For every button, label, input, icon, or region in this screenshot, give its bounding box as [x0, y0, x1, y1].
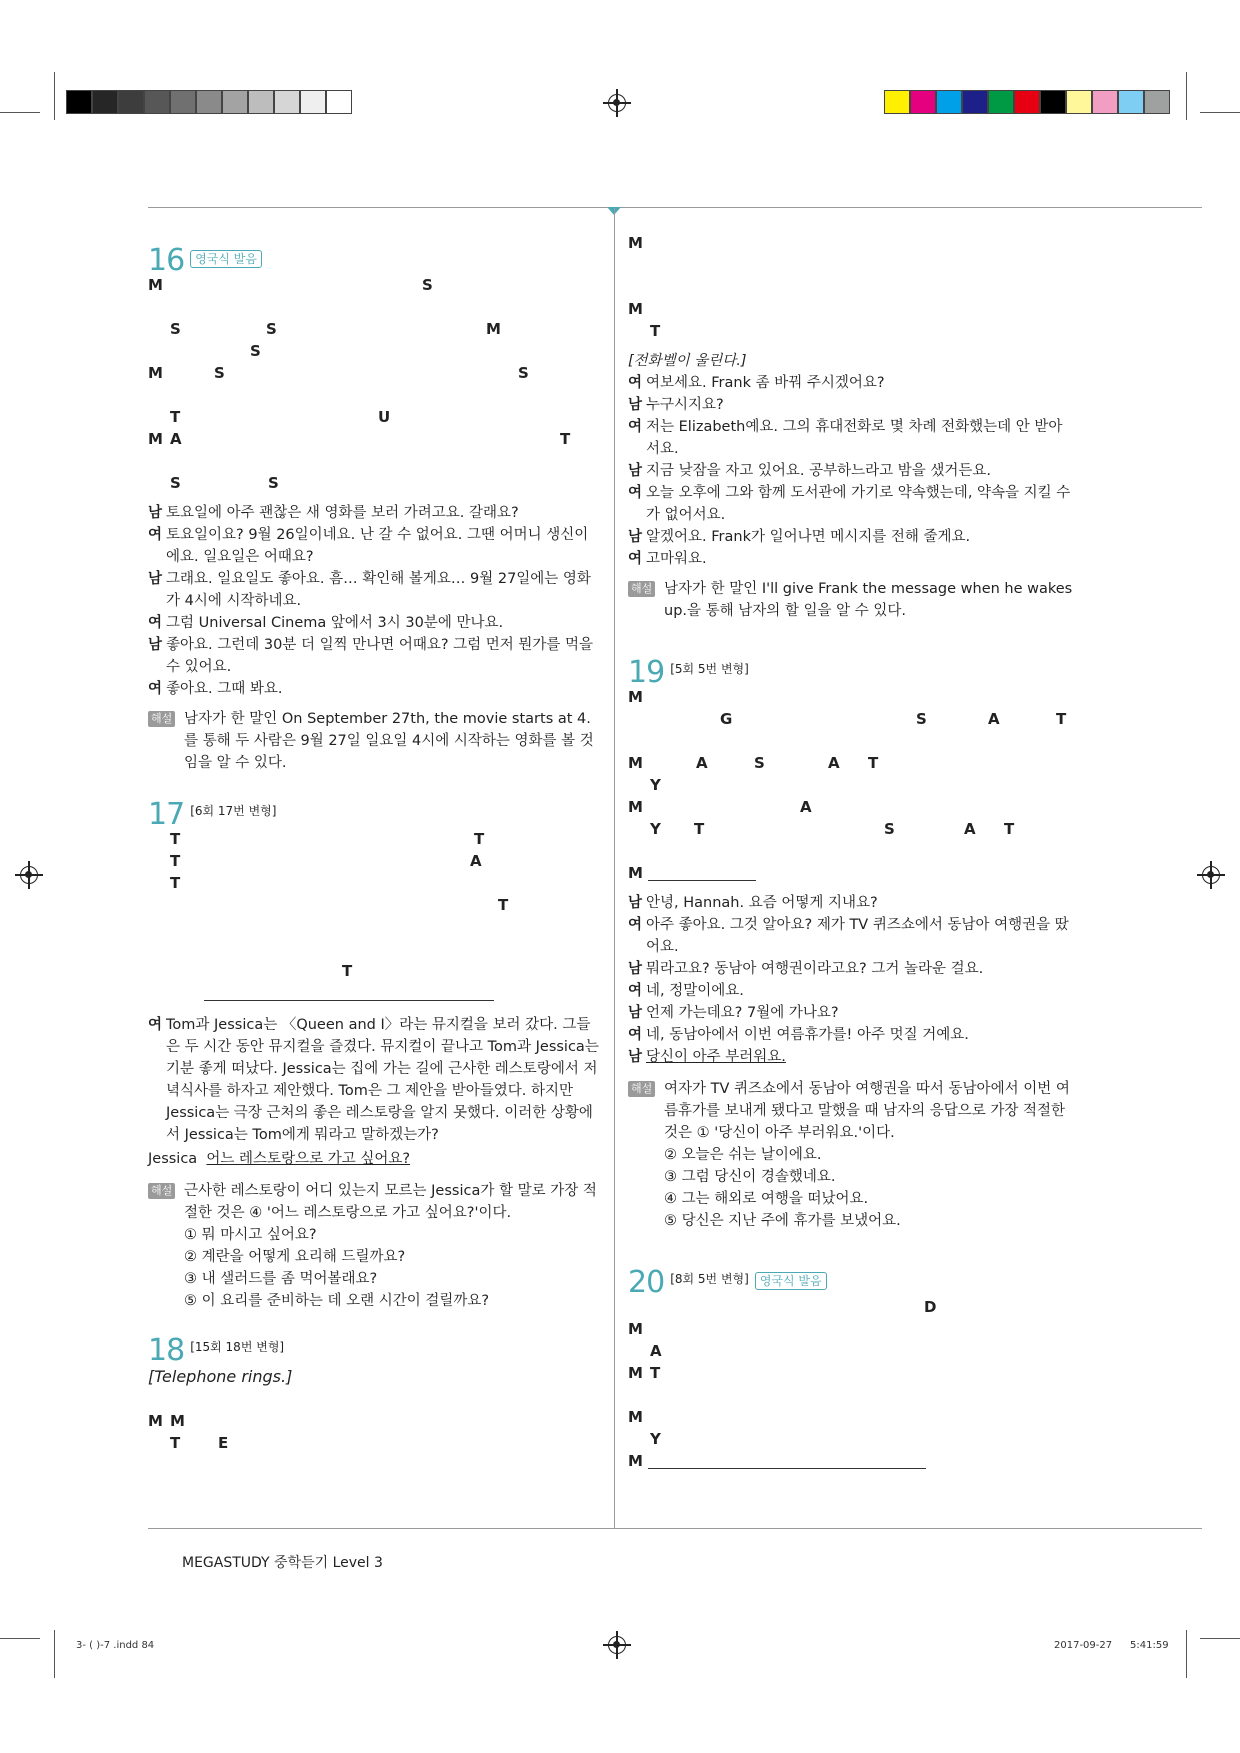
color-swatch	[936, 90, 962, 114]
dialogue-line: 남 좋아요. 그런데 30분 더 일찍 만나면 어때요? 그럼 먼저 뭔가를 먹을 수 있어요.	[148, 637, 594, 675]
color-swatch	[884, 90, 910, 114]
option: ② 계란을 어떻게 요리해 드릴까요?	[184, 1249, 406, 1265]
source-tag: [5회 5번 변형]	[670, 662, 749, 676]
dialogue-line: 남 토요일에 아주 괜찮은 새 영화를 보러 가려고요. 갈래요?	[148, 505, 519, 521]
question-header	[628, 1254, 1076, 1300]
dialogue-line: 여 Tom과 Jessica는 〈Queen and I〉라는 뮤지컬을 보러 갔다. 그들은 두 시간 동안 뮤지컬을 즐겼다. 뮤지컬이 끝나고 Tom과 Jessica는 기분 좋게 떠났다. Jessica는 집에 가는 길에 근사한 레스토랑에서 저녁식사를 하자고 제안했다. Tom은 그 제안을 받아들였다. 하지만 Jessica는 극장 근처의 좋은 레스토랑을 알지 못했다. 이러한 상황에서 Jessica는 Tom에게 뭐라고 말하겠는가?	[148, 1017, 599, 1143]
top-rule	[148, 207, 1202, 208]
explanation: 해설 여자가 TV 퀴즈쇼에서 동남아 여행권을 따서 동남아에서 이번 여름휴가를 보내게 됐다고 말했을 때 남자의 응답으로 가장 적절한 것은 ① '당신이 아주 부러워요.'이다.	[628, 1078, 1076, 1144]
color-swatch	[248, 90, 274, 114]
explanation-label: 해설	[148, 1183, 175, 1199]
option: ⑤ 당신은 지난 주에 휴가를 보냈어요.	[664, 1213, 901, 1229]
registration-mark-left	[20, 866, 38, 884]
translation-block	[148, 502, 600, 700]
option: ③ 그럼 당신이 경솔했네요.	[664, 1169, 836, 1185]
script-letters: M S S S M S M S S T U M A T S S	[148, 276, 571, 492]
question-number: 16	[148, 243, 185, 278]
registration-mark-right	[1202, 866, 1220, 884]
footer-brand: MEGASTUDY 중학듣기 Level 3	[182, 1555, 383, 1571]
left-column	[148, 232, 600, 1454]
crop-mark	[1186, 72, 1187, 120]
stage-direction: [Telephone rings.]	[148, 1367, 293, 1386]
answer-line: 남 당신이 아주 부러워요.	[628, 1049, 786, 1065]
color-swatch	[118, 90, 144, 114]
option: ① 뭐 마시고 싶어요?	[184, 1227, 317, 1243]
answer-line: Jessica 어느 레스토랑으로 가고 싶어요?	[148, 1151, 411, 1167]
dialogue-line: 남 그래요. 일요일도 좋아요. 흠… 확인해 볼게요… 9월 27일에는 영화가 4시에 시작하네요.	[148, 571, 591, 609]
answer-blank[interactable]	[204, 982, 494, 1001]
color-swatch	[962, 90, 988, 114]
color-swatch	[1066, 90, 1092, 114]
question-header	[148, 232, 600, 278]
registration-mark-top	[608, 94, 626, 112]
dialogue-line: 여 고마워요.	[628, 551, 707, 567]
question-header	[148, 786, 600, 832]
explanation-label: 해설	[628, 1081, 655, 1097]
color-swatch	[300, 90, 326, 114]
right-column	[628, 232, 1076, 1472]
explanation-label: 해설	[148, 711, 175, 727]
dialogue-line: 여 그럼 Universal Cinema 앞에서 3시 30분에 만나요.	[148, 615, 504, 631]
crop-mark	[1186, 1630, 1187, 1678]
source-tag: [15회 18번 변형]	[190, 1340, 285, 1354]
color-swatch	[66, 90, 92, 114]
color-swatch	[222, 90, 248, 114]
dialogue-line: 여 여보세요. Frank 좀 바꿔 주시겠어요?	[628, 375, 885, 391]
option: ④ 그는 해외로 여행을 떠났어요.	[664, 1191, 869, 1207]
explanation: 해설 남자가 한 말인 On September 27th, the movie starts at 4.를 통해 두 사람은 9월 27일 일요일 4시에 시작하는 영화를 볼 것임을 알 수 있다.	[148, 708, 600, 774]
slug-time: 5:41:59	[1130, 1640, 1169, 1651]
answer-text: 어느 레스토랑으로 가고 싶어요?	[206, 1151, 411, 1167]
explanation: 해설 남자가 한 말인 I'll give Frank the message when he wakes up.을 통해 남자의 할 일을 알 수 있다.	[628, 578, 1076, 622]
explanation-label: 해설	[628, 581, 655, 597]
option: ② 오늘은 쉬는 날이에요.	[664, 1147, 822, 1163]
translation-block	[628, 372, 1076, 570]
color-swatch	[1040, 90, 1066, 114]
bottom-rule	[148, 1528, 1202, 1529]
dialogue-line: 여 네, 정말이에요.	[628, 983, 744, 999]
script-letters: D M A M T M Y M	[628, 1298, 937, 1470]
slug-date: 2017-09-27	[1054, 1640, 1113, 1651]
column-divider	[614, 208, 615, 1528]
dialogue-line: 남 지금 낮잠을 자고 있어요. 공부하느라고 밤을 샜거든요.	[628, 463, 992, 479]
dialogue-line: 여 오늘 오후에 그와 함께 도서관에 가기로 약속했는데, 약속을 지킬 수가 없어서요.	[628, 485, 1071, 523]
explanation: 해설 근사한 레스토랑이 어디 있는지 모르는 Jessica가 할 말로 가장 적절한 것은 ④ '어느 레스토랑으로 가고 싶어요?'이다.	[148, 1180, 600, 1224]
slug-file: 3- ( )-7 .indd 84	[76, 1640, 155, 1651]
color-swatch	[274, 90, 300, 114]
source-tag: [6회 17번 변형]	[190, 804, 277, 818]
stage-direction-ko: [전화벨이 울린다.]	[628, 353, 747, 369]
question-number: 20	[628, 1265, 665, 1300]
color-swatch	[196, 90, 222, 114]
script-letters: M M T E	[148, 1412, 229, 1452]
color-swatch	[1092, 90, 1118, 114]
script-letters: M G S A T M A S A T Y M A Y T S A T M	[628, 688, 1067, 882]
option: ③ 내 샐러드를 좀 먹어볼래요?	[184, 1271, 378, 1287]
dialogue-line: 남 언제 가는데요? 7월에 가나요?	[628, 1005, 839, 1021]
option: ⑤ 이 요리를 준비하는 데 오랜 시간이 걸릴까요?	[184, 1293, 490, 1309]
dialogue-line: 여 저는 Elizabeth예요. 그의 휴대전화로 몇 차례 전화했는데 안 받아서요.	[628, 419, 1063, 457]
dialogue-line: 여 토요일이요? 9월 26일이네요. 난 갈 수 없어요. 그땐 어머니 생신이에요. 일요일은 어때요?	[148, 527, 589, 565]
crop-mark	[0, 112, 40, 113]
crop-mark	[1200, 1638, 1240, 1639]
question-number: 17	[148, 797, 185, 832]
color-swatch	[326, 90, 352, 114]
dialogue-line: 남 안녕, Hannah. 요즘 어떻게 지내요?	[628, 895, 878, 911]
color-swatch	[1144, 90, 1170, 114]
dialogue-line: 남 뭐라고요? 동남아 여행권이라고요? 그거 놀라운 걸요.	[628, 961, 984, 977]
dialogue-line: 남 알겠어요. Frank가 일어나면 메시지를 전해 줄게요.	[628, 529, 971, 545]
crop-mark	[54, 1630, 55, 1678]
script-letters: M M T	[628, 234, 661, 340]
question-number: 19	[628, 655, 665, 690]
color-swatch	[988, 90, 1014, 114]
script-letters: T T T A T T T	[148, 828, 600, 1004]
crop-mark	[54, 72, 55, 120]
crop-mark	[0, 1638, 40, 1639]
dialogue-line: 여 아주 좋아요. 그것 알아요? 제가 TV 퀴즈쇼에서 동남아 여행권을 땄어요.	[628, 917, 1069, 955]
translation-block	[628, 892, 1076, 1068]
question-number: 18	[148, 1333, 185, 1368]
translation-block	[148, 1014, 600, 1170]
source-tag: [8회 5번 변형]	[670, 1272, 749, 1286]
accent-badge: 영국식 발음	[755, 1272, 827, 1290]
color-swatch	[170, 90, 196, 114]
question-header	[628, 644, 1076, 690]
dialogue-line: 여 좋아요. 그때 봐요.	[148, 681, 283, 697]
answer-blank[interactable]	[648, 1450, 926, 1469]
dialogue-line: 여 네, 동남아에서 이번 여름휴가를! 아주 멋질 거예요.	[628, 1027, 969, 1043]
color-swatch	[144, 90, 170, 114]
color-swatch	[1118, 90, 1144, 114]
answer-blank[interactable]	[648, 862, 756, 881]
accent-badge: 영국식 발음	[190, 250, 262, 268]
color-swatch	[92, 90, 118, 114]
registration-mark-bottom	[608, 1636, 626, 1654]
dialogue-line: 남 누구시지요?	[628, 397, 724, 413]
color-swatch	[1014, 90, 1040, 114]
question-header	[148, 1322, 600, 1368]
crop-mark	[1200, 112, 1240, 113]
color-swatch	[910, 90, 936, 114]
